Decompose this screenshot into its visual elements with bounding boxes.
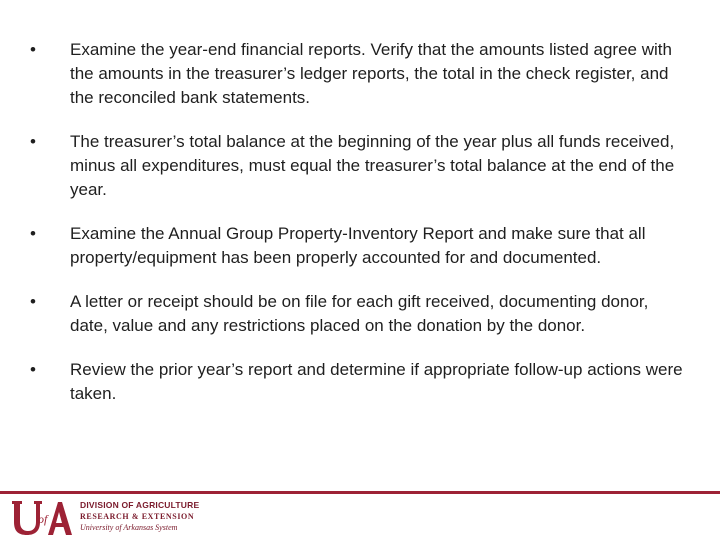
logo-wordmark [80, 500, 205, 533]
division-logo [10, 499, 200, 537]
bullet-icon: • [30, 40, 36, 59]
bullet-icon: • [30, 292, 36, 311]
bullet-text: Review the prior year’s report and determine if appropriate follow-up actions were taken. [70, 360, 683, 403]
bullet-text: Examine the year-end financial reports. Verify that the amounts listed agree with the amounts in the treasurer’s ledger reports, the total in the check register, and the reconciled bank statements. [70, 40, 672, 107]
logo-division-text: DIVISION OF AGRICULTURE [80, 500, 200, 510]
bullet-item [30, 38, 690, 110]
bullet-list [30, 38, 690, 426]
bullet-item [30, 130, 690, 202]
uofa-logo-icon [10, 499, 76, 537]
footer-divider [0, 491, 720, 494]
bullet-item [30, 222, 690, 270]
svg-text:of: of [38, 512, 48, 526]
bullet-text: The treasurer’s total balance at the beginning of the year plus all funds received, minus all expenditures, must equal the treasurer’s total balance at the end of the year. [70, 132, 675, 199]
bullet-text: A letter or receipt should be on file for each gift received, documenting donor, date, value and any restrictions placed on the donation by the donor. [70, 292, 649, 335]
bullet-text: Examine the Annual Group Property-Inventory Report and make sure that all property/equipment has been properly accounted for and documented. [70, 224, 646, 267]
bullet-item [30, 290, 690, 338]
bullet-icon: • [30, 224, 36, 243]
logo-system-text: University of Arkansas System [80, 523, 178, 532]
bullet-icon: • [30, 360, 36, 379]
bullet-icon: • [30, 132, 36, 151]
logo-research-text: RESEARCH & EXTENSION [80, 512, 195, 521]
bullet-item [30, 358, 690, 406]
